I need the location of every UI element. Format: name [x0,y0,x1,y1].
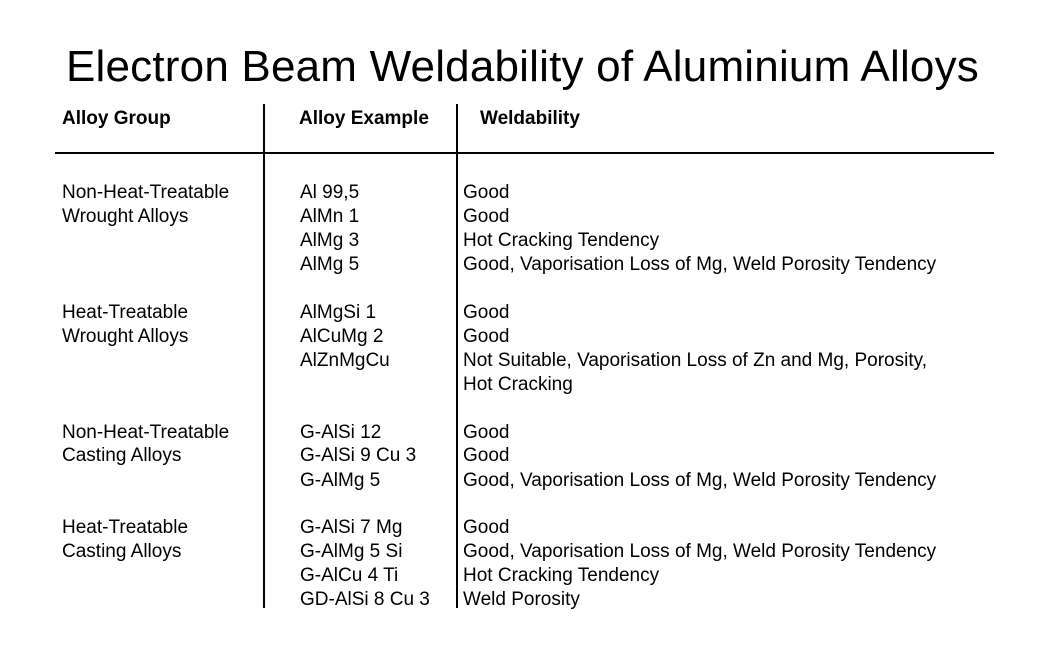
group-name-line: Casting Alloys [62,445,182,466]
header-divider [55,152,994,154]
weldability-value: Good, Vaporisation Loss of Mg, Weld Porosity Tendency [463,470,937,491]
weldability-value: Good [463,182,510,203]
weldability-value: Good [463,206,510,227]
alloy-example: Al 99,5 [300,182,360,203]
column-divider-2 [456,104,458,608]
weldability-value: Good [463,302,510,323]
column-divider-1 [263,104,265,608]
weldability-value: Good, Vaporisation Loss of Mg, Weld Porosity Tendency [463,254,937,275]
header-weldability: Weldability [480,108,580,129]
page-title: Electron Beam Weldability of Aluminium Alloys [65,42,980,91]
header-alloy-group: Alloy Group [62,108,171,129]
weldability-value: Good [463,517,510,538]
group-name-line: Non-Heat-Treatable [62,422,230,443]
weldability-value: Good [463,326,510,347]
alloy-example: GD-AlSi 8 Cu 3 [300,589,430,610]
weldability-value: Not Suitable, Vaporisation Loss of Zn and Mg, Porosity, [463,350,927,371]
alloy-example: G-AlSi 7 Mg [300,517,403,538]
alloy-example: AlCuMg 2 [300,326,384,347]
weldability-value: Good [463,445,510,466]
alloy-example: AlMg 3 [300,230,360,251]
header-alloy-example: Alloy Example [299,108,429,129]
weldability-value: Weld Porosity [463,589,580,610]
alloy-example: AlMgSi 1 [300,302,377,323]
alloy-example: G-AlMg 5 [300,470,381,491]
alloy-example: G-AlMg 5 Si [300,541,403,562]
alloy-example: AlMn 1 [300,206,360,227]
weldability-value: Hot Cracking [463,374,573,395]
alloy-example: G-AlSi 9 Cu 3 [300,445,417,466]
group-name-line: Heat-Treatable [62,517,189,538]
alloy-example: G-AlCu 4 Ti [300,565,399,586]
group-name-line: Non-Heat-Treatable [62,182,230,203]
weldability-value: Good, Vaporisation Loss of Mg, Weld Porosity Tendency [463,541,937,562]
alloy-example: AlZnMgCu [300,350,390,371]
weldability-value: Hot Cracking Tendency [463,230,660,251]
weldability-value: Hot Cracking Tendency [463,565,660,586]
group-name-line: Wrought Alloys [62,326,189,347]
group-name-line: Casting Alloys [62,541,182,562]
alloy-example: AlMg 5 [300,254,360,275]
group-name-line: Heat-Treatable [62,302,189,323]
alloy-example: G-AlSi 12 [300,422,382,443]
group-name-line: Wrought Alloys [62,206,189,227]
weldability-value: Good [463,422,510,443]
